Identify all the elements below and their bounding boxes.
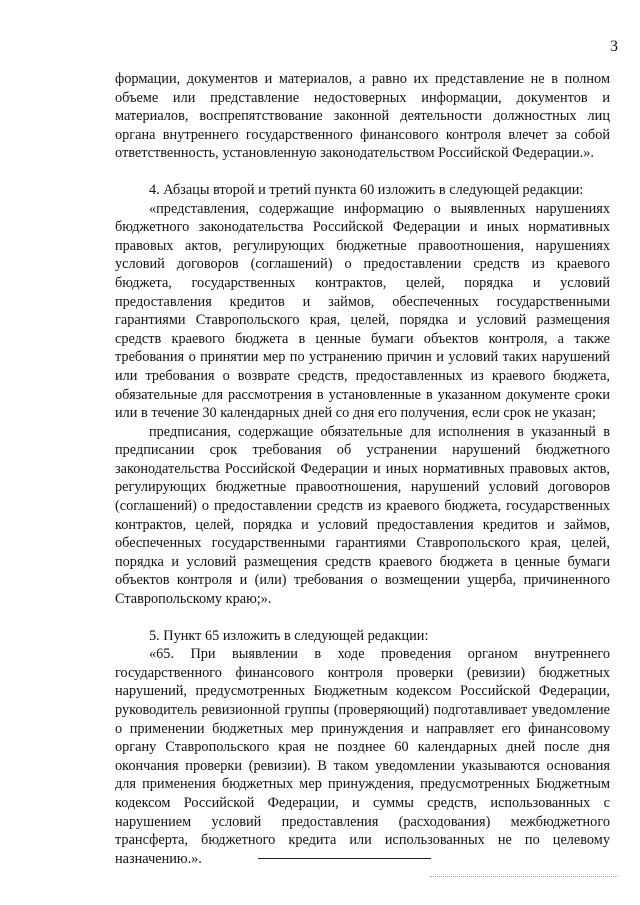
paragraph-item-4-heading: 4. Абзацы второй и третий пункта 60 изложить в следующей редакции: [149,181,584,198]
paragraph-prescriptions: предписания, содержащие обязательные для исполнения в указанный в предписании срок требования об устранении нарушений бюджетного законодательства Российской Федерации и иных нормативных правовых актов, регулирующих бюджетные правоотношения, нарушений условий договоров (соглашений) о предоставлении средств из краевого бюджета, государственных контрактов, целей, порядка и условий предоставления кредитов и займов, обеспеченных государственными гарантиями Ставропольского края, целей, порядка и условий размещения средств краевого бюджета в ценные бумаги объектов контроля и (или) требования о возмещении ущерба, причиненного Ставропольскому краю;». [115,423,610,608]
paragraph-representations: «представления, содержащие информацию о выявленных нарушениях бюджетного законодательства Российской Федерации и иных нормативных правовых актов, регулирующих бюджетные правоотношения, нарушениях условий договоров (соглашений) о предоставлении средств из краевого бюджета, государственных контрактов, целей, порядка и условий предоставления кредитов и займов, обеспеченных государственными гарантиями Ставропольского края, целей, порядка и условий размещения средств краевого бюджета в ценные бумаги объектов контроля, а также требования о принятии мер по устранению причин и условий таких нарушений или требования о возврате средств, предоставленных из краевого бюджета, обязательные для рассмотрения в установленные в указанном документе сроки или в течение 30 календарных дней со дня его получения, если срок не указан; [115,200,610,422]
paragraph-continuation: формации, документов и материалов, а равно их представление не в полном объеме или представление недостоверных информации, документов и материалов, воспрепятствование законной деятельности должностных лиц органа внутреннего государственного финансового контроля влечет за собой ответственность, установленную законодательством Российской Федерации.». [115,71,610,162]
scan-artifact-line [430,876,618,877]
paragraph-item-5-heading: 5. Пункт 65 изложить в следующей редакции: [149,627,429,644]
document-body [115,70,610,868]
paragraph-clause-65: «65. При выявлении в ходе проведения органом внутреннего государственного финансового контроля проверки (ревизии) бюджетных нарушений, предусмотренных Бюджетным кодексом Российской Федерации, руководитель ревизионной группы (проверяющий) подготавливает уведомление о применении бюджетных мер принуждения и направляет его финансовому органу Ставропольского края не позднее 60 календарных дней после дня окончания проверки (ревизии). В таком уведомлении указываются основания для применения бюджетных мер принуждения, предусмотренных Бюджетным кодексом Российской Федерации, и суммы средств, использованных с нарушением условий предоставления (расходования) межбюджетного трансферта, бюджетного кредита или использованных не по целевому назначению.». [115,646,610,867]
footer-rule [258,858,431,859]
page-number: 3 [610,38,618,55]
